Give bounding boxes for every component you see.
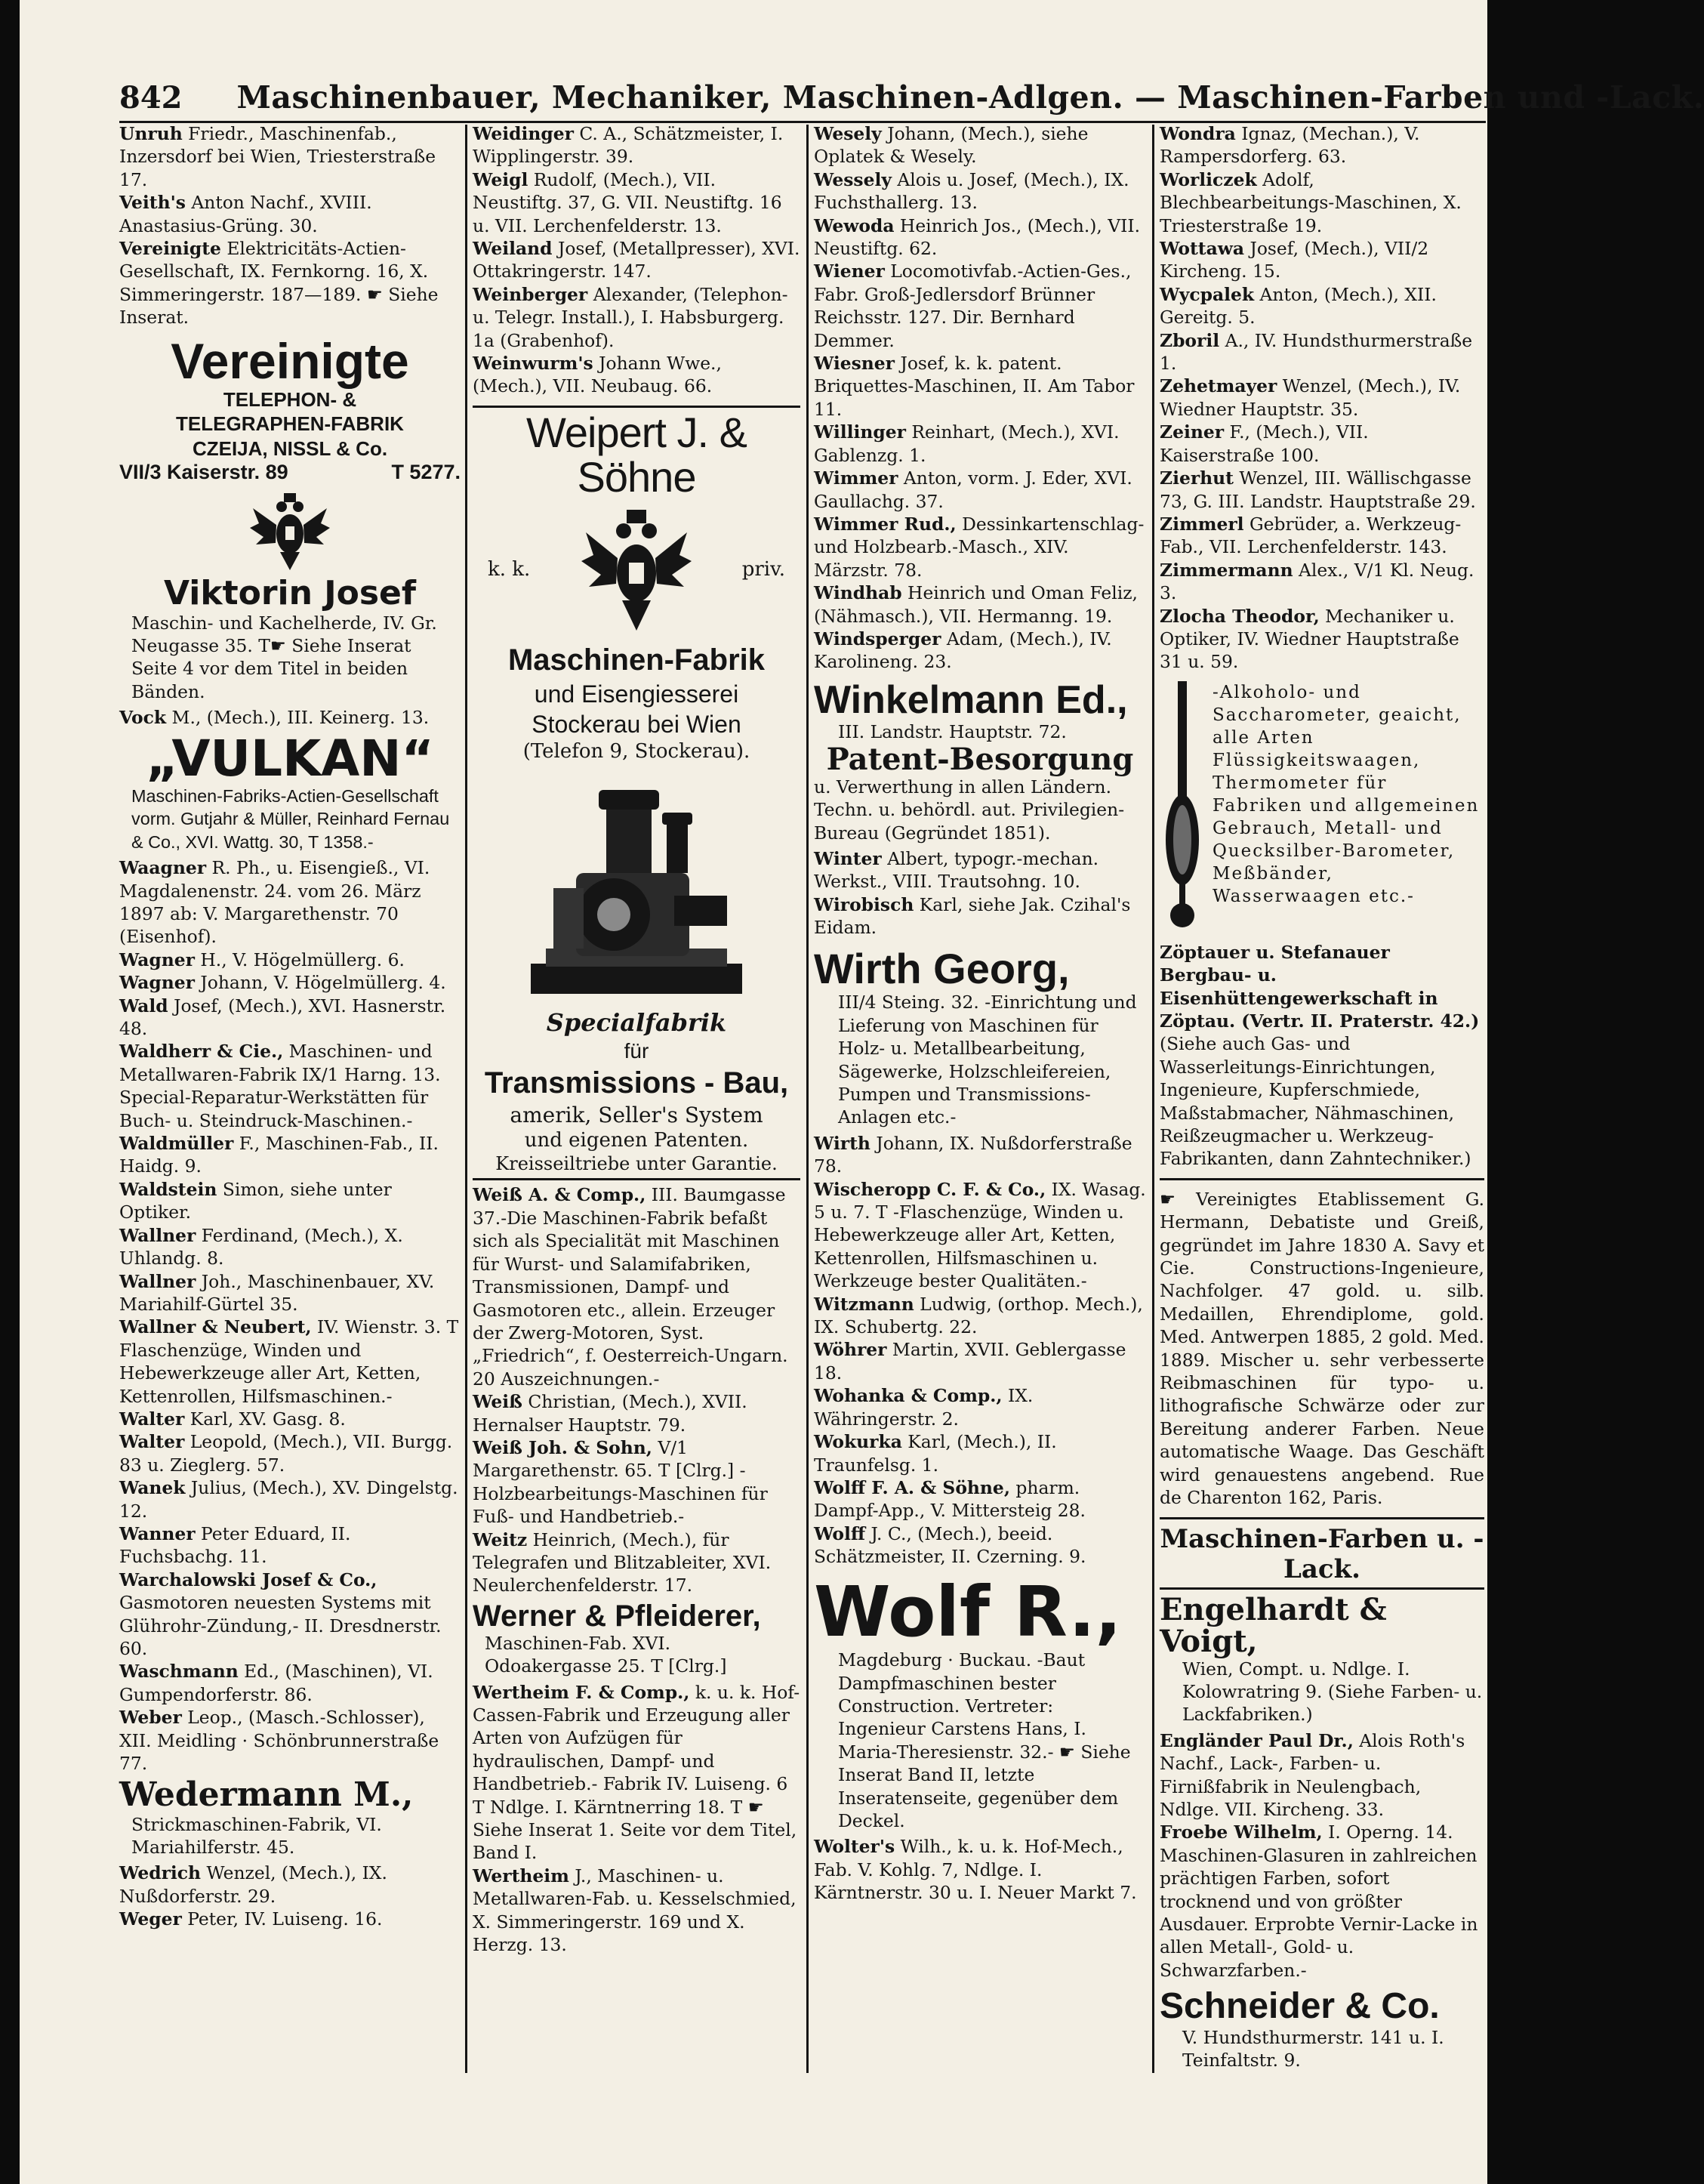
entry-text: Rudolf, (Mech.), VII. Neustiftg. 37, G. VII. Neustiftg. 16 u. VII. Lerchenfelderstr. 13. [473, 168, 782, 236]
directory-entry [473, 1865, 800, 1957]
entry-list [473, 1681, 800, 1957]
entry-name: Wanner [119, 1522, 196, 1544]
directory-entry [1160, 513, 1484, 559]
ad-text: Strickmaschinen-Fabrik, VI. Mariahilferstr. 45. [131, 1813, 382, 1859]
directory-entry [119, 237, 461, 329]
entry-text: Wilh., k. u. k. Hof-Mech., Fab. V. Kohlg. 7, Ndlge. I. Kärntnerstr. 30 u. I. Neuer Markt 7. [814, 1836, 1137, 1904]
entry-text: Anton Nachf., XVIII. Anastasius-Grüng. 30. [119, 192, 372, 236]
ad-priv: priv. [741, 558, 785, 581]
directory-entry [814, 352, 1146, 421]
directory-entry [1160, 329, 1484, 375]
entry-name: Wagner [119, 949, 195, 970]
entry-text: Reinhart, (Mech.), XVI. Gablenzg. 1. [814, 421, 1120, 466]
ad-line: und eigenen Patenten. [524, 1128, 749, 1152]
directory-entry [473, 1390, 800, 1436]
page-header [119, 71, 1704, 124]
entry-name: Weber [119, 1707, 182, 1729]
entry-name: Wesely [814, 123, 882, 144]
entry-list [473, 1183, 800, 1596]
entry-name: Weiß A. & Comp., [473, 1184, 646, 1206]
directory-entry [119, 1706, 461, 1775]
directory-entry [473, 1183, 800, 1390]
entry-text: Dessinkartenschlag- und Holzbearb.-Masch., XIV. Märzstr. 78. [814, 513, 1145, 581]
entry-name: Zierhut [1160, 467, 1234, 489]
entry-text: R. Ph., u. Eisengieß., VI. Magdalenenstr. 24. vom 26. März 1897 ab: V. Margarethenstr. 70 (Eisenhof). [119, 857, 430, 948]
entry-list [1160, 941, 1484, 1171]
entry-name: Weinberger [473, 283, 588, 305]
entry-text: Elektricitäts-Actien-Gesellschaft, IX. Fernkorng. 16, X. Simmeringerstr. 187—189. ☛ Siehe Inserat. [119, 238, 439, 329]
entry-name: Wiener [814, 261, 885, 282]
entry-name: Wohanka & Comp., [814, 1385, 1003, 1407]
directory-entry [119, 1040, 461, 1132]
entry-name: Worliczek [1160, 168, 1257, 190]
entry-text: J., Maschinen- u. Metallwaren-Fab. u. Kesselschmied, X. Simmeringerstr. 169 und X. Herzg. 13. [473, 1865, 797, 1956]
ad-emblem-row [473, 505, 800, 634]
entry-text: Alois Roth's Nachf., Lack-, Farben- u. Firnißfabrik in Neulengbach, Ndlge. VII. Kircheng. 33. [1160, 1729, 1465, 1820]
entry-name: Winter [814, 847, 882, 869]
ad-title: Schneider & Co. [1160, 1986, 1440, 2027]
entry-text: I. Operng. 14. Maschinen-Glasuren in zahlreichen prächtigen Farben, sofort trocknend und von größter Ausdauer. Erprobte Vernir-Lacke in allen Metall-, Gold- u. Schwarzfarben.- [1160, 1822, 1478, 1981]
directory-entry [119, 1660, 461, 1706]
ad-text: Maschinen-Fab. XVI. Odoakergasse 25. T [Clrg.] [485, 1632, 727, 1677]
entry-name: Wokurka [814, 1431, 902, 1453]
ad-text: Maschin- und Kachelherde, IV. Gr. Neugasse 35. T☛ Siehe Inserat Seite 4 vor dem Titel in beiden Bänden. [131, 612, 437, 702]
entry-text: Heinrich, (Mech.), für Telegrafen und Blitzableiter, XVI. Neulerchenfelderstr. 17. [473, 1528, 772, 1596]
column-3 [814, 122, 1146, 1905]
entry-text: Gebrüder, a. Werkzeug-Fab., VII. Lerchenfelderstr. 143. [1160, 513, 1462, 558]
eagle-emblem-icon [580, 505, 693, 634]
entry-text: H., V. Högelmüllerg. 6. [194, 949, 405, 970]
entry-list [119, 1862, 461, 1930]
entry-name: Weitz [473, 1528, 528, 1550]
directory-entry [814, 168, 1146, 214]
entry-name: Vock [119, 707, 167, 729]
entry-name: Veith's [119, 192, 186, 214]
entry-list [814, 1132, 1146, 1569]
entry-name: Waldherr & Cie., [119, 1041, 284, 1063]
directory-entry [119, 1522, 461, 1569]
directory-entry [1160, 168, 1484, 237]
page-number: 842 [119, 79, 183, 116]
entry-list [814, 122, 1146, 674]
ad-line: Maschinen-Fabrik [507, 643, 766, 677]
entry-name: Waagner [119, 857, 207, 879]
directory-entry [814, 1430, 1146, 1476]
wedermann-advertisement [119, 1775, 461, 1859]
entry-text: F., (Mech.), VII. Kaiserstraße 100. [1160, 421, 1369, 466]
entry-text: Leop., (Masch.-Schlosser), XII. Meidling · Schönbrunnerstraße 77. [119, 1707, 439, 1775]
directory-entry [119, 1224, 461, 1270]
entry-text: Karl, XV. Gasg. 8. [184, 1408, 346, 1430]
ad-title: Engelhardt & Voigt, [1160, 1591, 1387, 1659]
entry-name: Windsperger [814, 628, 941, 649]
directory-entry [814, 214, 1146, 261]
ad-text: u. Verwerthung in allen Ländern. Techn. u. behördl. aut. Privilegien-Bureau (Gegründet 1851). [814, 776, 1125, 844]
entry-text: Peter, IV. Luiseng. 16. [181, 1908, 383, 1930]
entry-text: V/1 Margarethenstr. 65. T [Clrg.] -Holzbearbeitungs-Maschinen für Fuß- und Handbetrieb.- [473, 1436, 768, 1528]
directory-entry [814, 1338, 1146, 1384]
ad-address: III. Landstr. Hauptstr. 72. [838, 721, 1067, 743]
directory-entry [1160, 559, 1484, 605]
entry-name: Zlocha Theodor, [1160, 605, 1320, 627]
vulkan-advertisement [119, 729, 461, 854]
entry-name: Wondra [1160, 123, 1236, 144]
entry-name: Wanek [119, 1477, 186, 1499]
entry-text: Ignaz, (Mechan.), V. Rampersdorferg. 63. [1160, 123, 1420, 168]
entry-text: Peter Eduard, II. Fuchsbachg. 11. [119, 1522, 351, 1568]
entry-text: Wenzel, (Mech.), IV. Wiedner Hauptstr. 35. [1160, 375, 1461, 420]
entry-text: J. C., (Mech.), beeid. Schätzmeister, II. Czerning. 9. [814, 1522, 1086, 1568]
entry-list [119, 856, 461, 1775]
entry-text: k. u. k. Hof-Cassen-Fabrik und Erzeugung aller Arten von Aufzügen für hydraulischen, Dampf- und Handbetrieb.- Fabrik IV. Luiseng. 6 T Ndlge. I. Kärntnerring 18. T ☛ Siehe Inserat 1. Seite vor dem Titel, Band I. [473, 1681, 800, 1864]
directory-entry [473, 1528, 800, 1597]
ad-line: CZEIJA, NISSL & Co. [192, 436, 388, 460]
entry-name: Wolter's [814, 1836, 895, 1858]
ad-kk: k. k. [488, 558, 531, 581]
directory-entry [473, 237, 800, 283]
entry-name: Wimmer [814, 467, 898, 489]
ad-title: Winkelmann Ed., [814, 677, 1128, 722]
entry-name: Witzmann [814, 1293, 914, 1315]
directory-entry [119, 1178, 461, 1224]
entry-name: Wolff F. A. & Söhne, [814, 1476, 1010, 1498]
entry-name: Wiesner [814, 353, 895, 375]
ad-subtitle: Patent-Besorgung [826, 741, 1134, 777]
entry-text: Johann, IX. Nußdorferstraße 78. [814, 1132, 1132, 1177]
entry-name: Wimmer Rud., [814, 513, 957, 535]
entry-text: Maschinen- und Metallwaren-Fabrik IX/1 Harng. 13. Special-Reparatur-Werkstätten für Buch- u. Steindruck-Maschinen.- [119, 1041, 441, 1131]
entry-text: Joh., Maschinenbauer, XV. Mariahilf-Gürtel 35. [119, 1270, 435, 1315]
entry-text: Anton, vorm. J. Eder, XVI. Gaullachg. 37. [814, 467, 1132, 512]
entry-list [1160, 122, 1484, 674]
ad-text: V. Hundsthurmerstr. 141 u. I. Teinfaltstr. 9. [1182, 2026, 1444, 2071]
section-title: Maschinen-Farben u. -Lack. [1160, 1517, 1484, 1590]
directory-entry [814, 1132, 1146, 1178]
ad-line: TELEPHON- & [223, 387, 357, 411]
entry-list [814, 1835, 1146, 1904]
entry-name: Wagner [119, 972, 195, 994]
ad-title: Wolf R., [814, 1571, 1122, 1652]
entry-name: Unruh [119, 123, 183, 144]
entry-list [119, 706, 461, 729]
ad-title: Wedermann M., [119, 1775, 414, 1815]
directory-entry [1160, 421, 1484, 467]
directory-entry [119, 191, 461, 237]
entry-text: Anton, (Mech.), XII. Gereitg. 5. [1160, 283, 1437, 329]
entry-name: Wallner [119, 1224, 196, 1246]
entry-text: Albert, typogr.-mechan. Werkst., VIII. Trautsohng. 10. [814, 847, 1099, 893]
entry-text: M., (Mech.), III. Keinerg. 13. [166, 707, 430, 729]
entry-name: Wald [119, 995, 168, 1016]
entry-name: Walter [119, 1408, 185, 1430]
wirth-advertisement [814, 944, 1146, 1129]
directory-entry [473, 1436, 800, 1528]
weipert-advertisement [473, 406, 800, 1181]
entry-name: Walter [119, 1431, 185, 1453]
entry-name: Wessely [814, 168, 892, 190]
entry-text: III. Baumgasse 37.-Die Maschinen-Fabrik befaßt sich als Specialität mit Maschinen für Wurst- und Salamifabriken, Transmissionen, Dampf- und Gasmotoren etc., allein. Erzeuger der Zwerg-Motoren, Syst. „Friedrich“, f. Oesterreich-Ungarn. 20 Auszeichnungen.- [473, 1184, 788, 1390]
entry-text: Karl, siehe Jak. Czihal's Eidam. [814, 893, 1131, 939]
entry-text: pharm. Dampf-App., V. Mittersteig 28. [814, 1476, 1086, 1522]
entry-name: Wewoda [814, 214, 895, 236]
directory-entry [814, 1522, 1146, 1569]
entry-name: Warchalowski Josef & Co., [119, 1569, 377, 1590]
ad-address-row [119, 461, 461, 484]
entry-name: Wycpalek [1160, 283, 1255, 305]
zlocha-advertisement [1160, 681, 1484, 933]
entry-text: Ferdinand, (Mech.), X. Uhlandg. 8. [119, 1224, 403, 1269]
hermann-advertisement: ☛ Vereinigtes Etablissement G. Hermann, Debatiste und Greiß, gegründet im Jahre 1830 A. Savy et Cie. Constructions-Ingenieure, Nachfolger. 47 gold. u. silb. Medaillen, Ehrendiplome, gold. Med. Antwerpen 1885, 2 gold. Med. 1889. Mischer u. sehr verbesserte Reibmaschinen für typo- u. lithografische Schwärze oder zur Bereitung anderer Farben. Neue automatische Waage. Das Geschäft wird genauestens angebend. Rue de Charenton 162, Paris. [1160, 1188, 1484, 1509]
entry-text: Josef, (Mech.), VII/2 Kircheng. 15. [1160, 238, 1429, 282]
directory-entry [1160, 467, 1484, 513]
ad-text: Wien, Compt. u. Ndlge. I. Kolowratring 9. (Siehe Farben- u. Lackfabriken.) [1182, 1658, 1483, 1726]
entry-name: Weiland [473, 238, 553, 260]
directory-entry [119, 949, 461, 971]
directory-entry [814, 467, 1146, 513]
directory-entry [814, 893, 1146, 939]
ad-line: Specialfabrik [546, 1007, 727, 1037]
entry-text: Simon, siehe unter Optiker. [119, 1178, 392, 1223]
entry-text: Adam, (Mech.), IV. Karolineng. 23. [814, 628, 1112, 673]
entry-text: Wenzel, III. Wällischgasse 73, G. III. Landstr. Hauptstraße 29. [1160, 467, 1476, 512]
entry-list [473, 122, 800, 398]
directory-entry [473, 283, 800, 352]
directory-entry [1160, 375, 1484, 421]
entry-name: Weinwurm's [473, 353, 593, 375]
entry-text: IX. Wasag. 5 u. 7. T -Flaschenzüge, Winden u. Hebewerkzeuge aller Art, Ketten, Kettenrollen, Hilfsmaschinen u. Werkzeuge bester Qualitäten.- [814, 1178, 1146, 1292]
eagle-emblem-icon [119, 490, 461, 573]
entry-name: Wirobisch [814, 893, 914, 915]
directory-entry [473, 352, 800, 398]
directory-entry [119, 856, 461, 949]
entry-name: Vereinigte [119, 238, 221, 260]
entry-name: Zöptauer u. Stefanauer Bergbau- u. Eisenhüttengewerkschaft in Zöptau. (Vertr. II. Praterstr. 42.) [1160, 941, 1480, 1032]
entry-name: Weidinger [473, 123, 574, 144]
entry-text: Christian, (Mech.), XVII. Hernalser Hauptstr. 79. [473, 1391, 747, 1436]
entry-text: Martin, XVII. Geblergasse 18. [814, 1339, 1126, 1384]
entry-text: Alexander, (Telephon- u. Telegr. Install.), I. Habsburgerg. 1a (Grabenhof). [473, 283, 788, 351]
entry-name: Weger [119, 1908, 182, 1930]
directory-entry [473, 1681, 800, 1865]
engelhardt-advertisement [1160, 1591, 1484, 1726]
directory-entry [1160, 1821, 1484, 1982]
entry-text: Leopold, (Mech.), VII. Burgg. 83 u. Zieglerg. 57. [119, 1431, 453, 1476]
directory-entry [119, 1430, 461, 1476]
ad-title: Werner & Pfleiderer, [473, 1599, 761, 1633]
column-2 [473, 122, 800, 1956]
entry-text: IX. Währingerstr. 2. [814, 1385, 1034, 1430]
directory-entry [119, 995, 461, 1041]
entry-text: Wenzel, (Mech.), IX. Nußdorferstr. 29. [119, 1862, 387, 1907]
directory-entry [119, 1132, 461, 1178]
entry-name: Wertheim [473, 1865, 569, 1886]
entry-name: Wallner [119, 1270, 196, 1292]
directory-entry [814, 260, 1146, 352]
entry-text: Johann Wwe., (Mech.), VII. Neubaug. 66. [473, 353, 722, 397]
entry-text: Johann, V. Högelmüllerg. 4. [194, 972, 446, 994]
entry-text: F., Maschinen-Fab., II. Haidg. 9. [119, 1133, 439, 1177]
entry-name: Zehetmayer [1160, 375, 1277, 397]
entry-name: Zimmermann [1160, 559, 1293, 581]
winkelmann-advertisement [814, 677, 1146, 844]
wolf-advertisement [814, 1571, 1146, 1833]
entry-name: Wischeropp C. F. & Co., [814, 1178, 1046, 1200]
directory-entry [814, 1293, 1146, 1339]
separator [1160, 1178, 1484, 1180]
entry-name: Wedrich [119, 1862, 202, 1884]
directory-entry [1160, 122, 1484, 168]
entry-text: Alex., V/1 Kl. Neug. 3. [1160, 559, 1474, 604]
ad-text: -Alkoholo- und Saccharometer, geaicht, alle Arten Flüssigkeitswaagen, Thermometer für Fabriken und allgemeinen Gebrauch, Metall- und Quecksilber-Barometer, Meßbänder, Wasserwaagen etc.- [1213, 682, 1480, 906]
entry-name: Weiß [473, 1391, 522, 1413]
directory-entry [119, 1569, 461, 1661]
directory-entry [473, 122, 800, 168]
directory-entry [1160, 1729, 1484, 1822]
entry-name: Weiß Joh. & Sohn, [473, 1436, 652, 1458]
entry-name: Waldstein [119, 1178, 217, 1200]
directory-entry [119, 971, 461, 994]
directory-entry [119, 1862, 461, 1908]
entry-text: Heinrich und Oman Feliz, (Nähmasch.), VII. Hermanng. 19. [814, 582, 1138, 627]
entry-list [1160, 1729, 1484, 1982]
ad-line: Stockerau bei Wien [532, 711, 741, 739]
entry-name: Froebe Wilhelm, [1160, 1822, 1323, 1843]
ad-text: Magdeburg · Buckau. -Baut Dampfmaschinen bester Construction. Vertreter: Ingenieur Carstens Hans, I. Maria-Theresienstr. 32.- ☛ Siehe Inserat Band II, letzte Inseratenseite, gegenüber dem Deckel. [838, 1649, 1131, 1831]
column-1 [119, 122, 461, 1931]
entry-list [119, 122, 461, 329]
directory-entry [814, 628, 1146, 674]
ad-line: für [624, 1038, 649, 1063]
directory-entry [814, 1178, 1146, 1293]
entry-text: Josef, (Mech.), XVI. Hasnerstr. 48. [119, 995, 446, 1040]
directory-entry [119, 1408, 461, 1430]
page-title: Maschinenbauer, Mechaniker, Maschinen-Adlgen. — Maschinen-Farben und -Lack. [236, 79, 1704, 116]
ad-text: Maschinen-Fabriks-Actien-Gesellschaft vorm. Gutjahr & Müller, Reinhard Fernau & Co., XVI. Wattg. 30, T 1358.- [131, 785, 450, 852]
entry-name: Zimmerl [1160, 513, 1244, 535]
ad-title: Wirth Georg, [814, 944, 1070, 992]
entry-text: Ed., (Maschinen), VI. Gumpendorferstr. 86. [119, 1661, 433, 1705]
directory-entry [814, 847, 1146, 893]
entry-name: Zboril [1160, 329, 1220, 351]
entry-text: Friedr., Maschinenfab., Inzersdorf bei Wien, Triesterstraße 17. [119, 123, 436, 190]
ad-title: Weipert J. & Söhne [526, 408, 747, 501]
ad-address: VII/3 Kaiserstr. 89 [119, 461, 288, 484]
directory-entry [814, 513, 1146, 581]
entry-text: C. A., Schätzmeister, I. Wipplingerstr. 39. [473, 123, 784, 168]
entry-name: Weigl [473, 168, 528, 190]
entry-name: Zeiner [1160, 421, 1225, 443]
steam-engine-illustration [523, 775, 750, 1004]
directory-entry [814, 122, 1146, 168]
directory-entry [1160, 283, 1484, 329]
entry-name: Waldmüller [119, 1133, 234, 1155]
directory-entry [119, 706, 461, 729]
directory-entry [119, 1476, 461, 1522]
entry-text: (Siehe auch Gas- und Wasserleitungs-Einrichtungen, Ingenieure, Kupferschmiede, Maßstabmacher, Nähmaschinen, Reißzeugmacher u. Werkzeug-Fabrikanten, dann Zahntechniker.) [1160, 1033, 1471, 1170]
vereinigte-advertisement [119, 332, 461, 574]
entry-text: A., IV. Hundsthurmerstraße 1. [1160, 329, 1473, 375]
directory-entry [119, 122, 461, 191]
ad-phone: T 5277. [391, 461, 461, 484]
entry-text: Adolf, Blechbearbeitungs-Maschinen, X. Triesterstraße 19. [1160, 168, 1462, 236]
ad-title: „VULKAN“ [146, 729, 434, 788]
ad-title: Vereinigte [171, 332, 409, 389]
entry-name: Willinger [814, 421, 906, 443]
entry-text: IV. Wienstr. 3. T Flaschenzüge, Winden und Hebewerkzeuge aller Art, Ketten, Kettenrollen, Hilfsmaschinen.- [119, 1316, 459, 1407]
entry-text: Alois u. Josef, (Mech.), IX. Fuchsthallerg. 13. [814, 168, 1129, 214]
entry-text: Karl, (Mech.), II. Traunfelsg. 1. [814, 1431, 1057, 1476]
directory-entry [119, 1316, 461, 1408]
directory-entry [473, 168, 800, 237]
directory-entry [1160, 941, 1484, 1171]
viktorin-advertisement [119, 576, 461, 703]
ad-line: und Eisengiesserei [534, 680, 739, 708]
directory-page [20, 0, 1704, 2184]
entry-name: Waschmann [119, 1661, 239, 1683]
schneider-advertisement [1160, 1988, 1484, 2071]
directory-entry [1160, 237, 1484, 283]
entry-text: Heinrich Jos., (Mech.), VII. Neustiftg. 62. [814, 214, 1141, 260]
entry-text: Johann, (Mech.), siehe Oplatek & Wesely. [814, 123, 1089, 168]
directory-entry [1160, 605, 1484, 674]
ad-line: amerik, Seller's System [510, 1102, 763, 1127]
entry-list [814, 847, 1146, 939]
ad-line: Kreisseiltriebe unter Garantie. [495, 1153, 778, 1175]
ad-line: (Telefon 9, Stockerau). [522, 740, 750, 763]
directory-entry [119, 1908, 461, 1930]
entry-text: Josef, k. k. patent. Briquettes-Maschinen, II. Am Tabor 11. [814, 353, 1135, 420]
ad-title: Viktorin Josef [163, 574, 417, 613]
column-divider-3 [1152, 125, 1154, 2073]
directory-entry [814, 1384, 1146, 1430]
entry-text: Josef, (Metallpresser), XVI. Ottakringerstr. 147. [473, 238, 800, 282]
directory-entry [814, 581, 1146, 628]
directory-entry [814, 421, 1146, 467]
column-4 [1160, 122, 1484, 2074]
column-divider-1 [465, 125, 467, 2073]
ad-line: Transmissions - Bau, [484, 1066, 789, 1100]
directory-entry [814, 1835, 1146, 1904]
directory-entry [119, 1270, 461, 1316]
column-divider-2 [806, 125, 809, 2073]
entry-name: Wottawa [1160, 238, 1245, 260]
ad-text: III/4 Steing. 32. -Einrichtung und Lieferung von Maschinen für Holz- u. Metallbearbeitung, Sägewerke, Holzschleifereien, Pumpen und Transmissions-Anlagen etc.- [838, 992, 1137, 1128]
entry-text: Ludwig, (orthop. Mech.), IX. Schubertg. 22. [814, 1293, 1143, 1338]
entry-name: Wirth [814, 1132, 870, 1154]
entry-text: Locomotivfab.-Actien-Ges., Fabr. Groß-Jedlersdorf Brünner Reichsstr. 127. Dir. Bernhard Demmer. [814, 261, 1132, 351]
entry-name: Wertheim F. & Comp., [473, 1681, 690, 1703]
entry-name: Wöhrer [814, 1339, 887, 1361]
entry-name: Wallner & Neubert, [119, 1316, 312, 1338]
entry-text: Gasmotoren neuesten Systems mit Glührohr-Zündung,- II. Dresdnerstr. 60. [119, 1592, 442, 1659]
entry-name: Engländer Paul Dr., [1160, 1729, 1354, 1751]
entry-text: Mechaniker u. Optiker, IV. Wiedner Hauptstraße 31 u. 59. [1160, 605, 1459, 673]
ad-line: TELEGRAPHEN-FABRIK [176, 412, 404, 436]
entry-name: Wolff [814, 1522, 866, 1544]
entry-name: Windhab [814, 582, 902, 604]
hydrometer-icon [1160, 681, 1205, 933]
werner-advertisement [473, 1600, 800, 1678]
entry-text: Julius, (Mech.), XV. Dingelstg. 12. [119, 1477, 458, 1522]
directory-entry [814, 1476, 1146, 1522]
